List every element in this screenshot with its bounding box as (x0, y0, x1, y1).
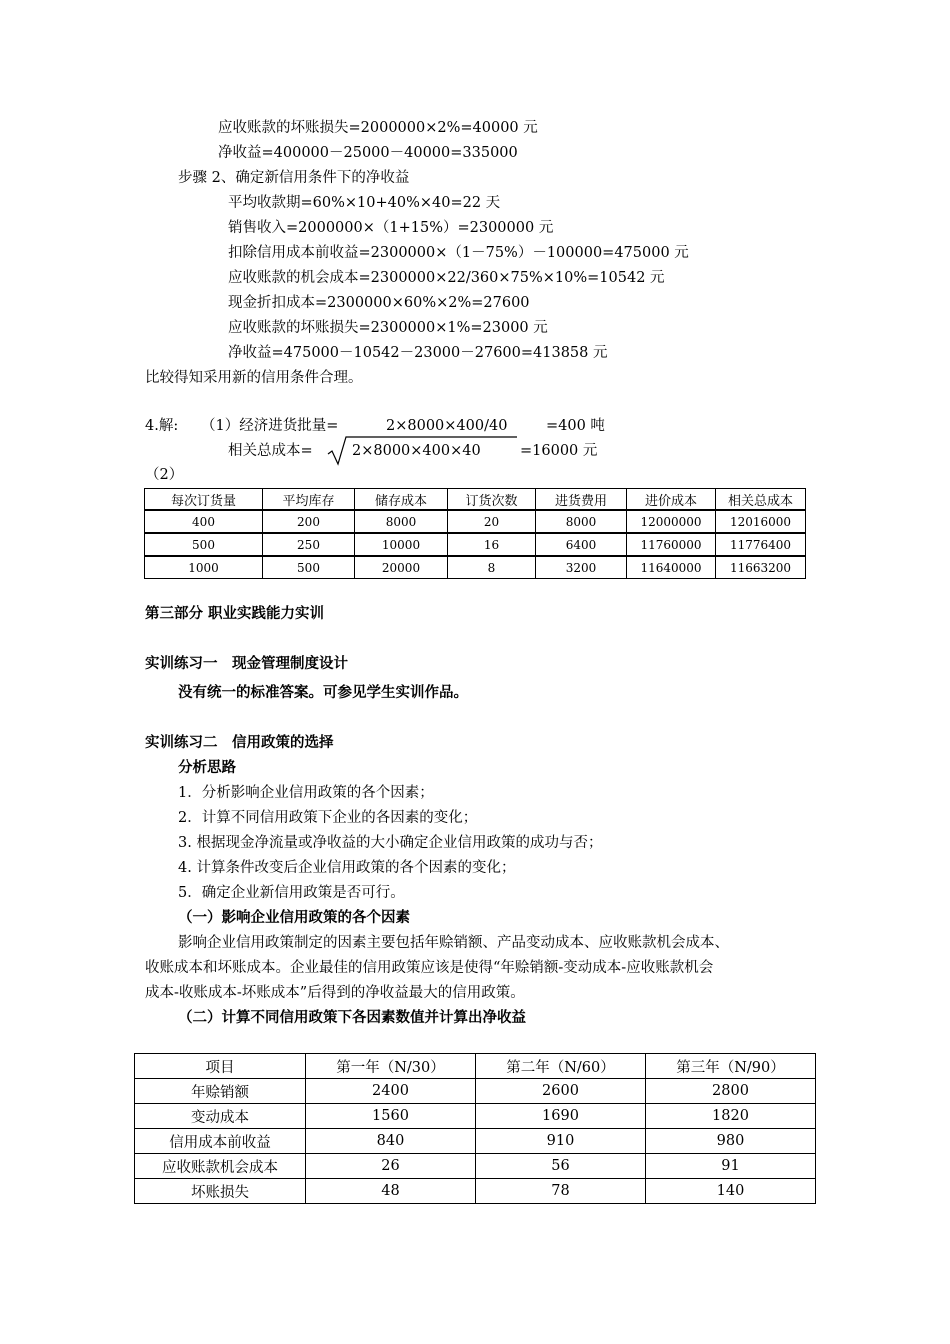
table-cell: 1560 (306, 1104, 476, 1129)
table-row (135, 1179, 816, 1204)
total-cost-label: 相关总成本= (228, 443, 313, 459)
table-cell: 500 (263, 556, 355, 579)
section1-body-line: 收账成本和坏账成本。企业最佳的信用政策应该是使得“年赊销额-变动成本-应收账款机会 (145, 960, 714, 976)
table-header: 储存成本 (355, 489, 448, 511)
exercise1-body: 没有统一的标准答案。可参见学生实训作品。 (178, 685, 468, 701)
table-cell: 8000 (536, 510, 627, 533)
table-row (135, 1104, 816, 1129)
table-header: 相关总成本 (716, 489, 806, 511)
table-header: 订货次数 (448, 489, 536, 511)
eoq-result: =400 吨 (546, 418, 605, 434)
table-header: 进货费用 (536, 489, 627, 511)
table-cell: 400 (145, 510, 263, 533)
table-cell: 910 (476, 1129, 646, 1154)
analysis-step: 4. 计算条件改变后企业信用政策的各个因素的变化； (178, 860, 516, 876)
table-cell: 11640000 (627, 556, 716, 579)
table-cell: 1820 (646, 1104, 816, 1129)
table-cell: 变动成本 (135, 1104, 306, 1129)
table-cell: 16 (448, 533, 536, 556)
table-cell: 2600 (476, 1079, 646, 1104)
step2-line: 现金折扣成本=2300000×60%×2%=27600 (228, 295, 530, 311)
table-cell: 78 (476, 1179, 646, 1204)
conclusion: 比较得知采用新的信用条件合理。 (145, 370, 363, 386)
analysis-title: 分析思路 (178, 760, 236, 776)
q4-prefix: 4.解: (145, 418, 179, 434)
table-cell: 年赊销额 (135, 1079, 306, 1104)
q4-part2-label: （2） (145, 467, 184, 483)
table-header: 平均库存 (263, 489, 355, 511)
table-row (135, 1154, 816, 1179)
table-cell: 2400 (306, 1079, 476, 1104)
table-cell: 1000 (145, 556, 263, 579)
table-cell: 840 (306, 1129, 476, 1154)
table-cell: 500 (145, 533, 263, 556)
table-cell: 26 (306, 1154, 476, 1179)
eoq-expression: 2×8000×400/40 (386, 418, 508, 434)
table-header: 每次订货量 (145, 489, 263, 511)
section2-title: （二）计算不同信用政策下各因素数值并计算出净收益 (178, 1010, 526, 1026)
table-header-row (135, 1054, 816, 1079)
table-cell: 48 (306, 1179, 476, 1204)
table-header: 项目 (135, 1054, 306, 1079)
step2-heading: 步骤 2、确定新信用条件下的净收益 (178, 170, 410, 186)
table-header: 第二年（N/60） (476, 1054, 646, 1079)
table-cell: 10000 (355, 533, 448, 556)
step2-line: 应收账款的坏账损失=2300000×1%=23000 元 (228, 320, 548, 336)
part3-title: 第三部分 职业实践能力实训 (145, 606, 325, 622)
table-header: 第三年（N/90） (646, 1054, 816, 1079)
table-row (145, 510, 806, 533)
section1-title: （一）影响企业信用政策的各个因素 (178, 910, 410, 926)
table-cell: 11776400 (716, 533, 806, 556)
exercise1-title: 实训练习一 现金管理制度设计 (145, 656, 348, 672)
table-cell: 980 (646, 1129, 816, 1154)
table-cell: 12016000 (716, 510, 806, 533)
total-cost-expression: 2×8000×400×40 (352, 443, 481, 459)
credit-policy-table (134, 1053, 816, 1204)
step1-net-income: 净收益=400000－25000－40000=335000 (218, 145, 518, 161)
section1-body-line: 影响企业信用政策制定的因素主要包括年赊销额、产品变动成本、应收账款机会成本、 (178, 935, 729, 951)
table-cell: 8000 (355, 510, 448, 533)
table-row (145, 556, 806, 579)
table-cell: 应收账款机会成本 (135, 1154, 306, 1179)
table-cell: 12000000 (627, 510, 716, 533)
table-cell: 8 (448, 556, 536, 579)
analysis-step: 2．计算不同信用政策下企业的各因素的变化； (178, 810, 478, 826)
q4-part1-label: （1）经济进货批量= (201, 418, 339, 434)
table-cell: 140 (646, 1179, 816, 1204)
table-cell: 坏账损失 (135, 1179, 306, 1204)
table-cell: 250 (263, 533, 355, 556)
table-cell: 3200 (536, 556, 627, 579)
table-cell: 6400 (536, 533, 627, 556)
exercise2-title: 实训练习二 信用政策的选择 (145, 735, 334, 751)
table-header: 进价成本 (627, 489, 716, 511)
analysis-step: 1．分析影响企业信用政策的各个因素； (178, 785, 434, 801)
step2-line: 净收益=475000－10542－23000－27600=413858 元 (228, 345, 608, 361)
table-cell: 2800 (646, 1079, 816, 1104)
table-row (135, 1079, 816, 1104)
order-quantity-table (144, 488, 806, 579)
table-cell: 信用成本前收益 (135, 1129, 306, 1154)
step2-line: 扣除信用成本前收益=2300000×（1－75%）－100000=475000 元 (228, 245, 689, 261)
table-cell: 11663200 (716, 556, 806, 579)
step1-bad-debt: 应收账款的坏账损失=2000000×2%=40000 元 (218, 120, 538, 136)
table-cell: 20000 (355, 556, 448, 579)
step2-line: 平均收款期=60%×10+40%×40=22 天 (228, 195, 501, 211)
table-cell: 200 (263, 510, 355, 533)
table-cell: 1690 (476, 1104, 646, 1129)
table-cell: 20 (448, 510, 536, 533)
table-row (145, 533, 806, 556)
section1-body-line: 成本-收账成本-坏账成本”后得到的净收益最大的信用政策。 (145, 985, 525, 1001)
table-cell: 11760000 (627, 533, 716, 556)
table-header-row (145, 489, 806, 511)
table-header: 第一年（N/30） (306, 1054, 476, 1079)
total-cost-result: =16000 元 (520, 443, 598, 459)
analysis-step: 5．确定企业新信用政策是否可行。 (178, 885, 405, 901)
table-cell: 56 (476, 1154, 646, 1179)
step2-line: 应收账款的机会成本=2300000×22/360×75%×10%=10542 元 (228, 270, 665, 286)
step2-line: 销售收入=2000000×（1+15%）=2300000 元 (228, 220, 554, 236)
analysis-step: 3. 根据现金净流量或净收益的大小确定企业信用政策的成功与否； (178, 835, 603, 851)
table-row (135, 1129, 816, 1154)
table-cell: 91 (646, 1154, 816, 1179)
